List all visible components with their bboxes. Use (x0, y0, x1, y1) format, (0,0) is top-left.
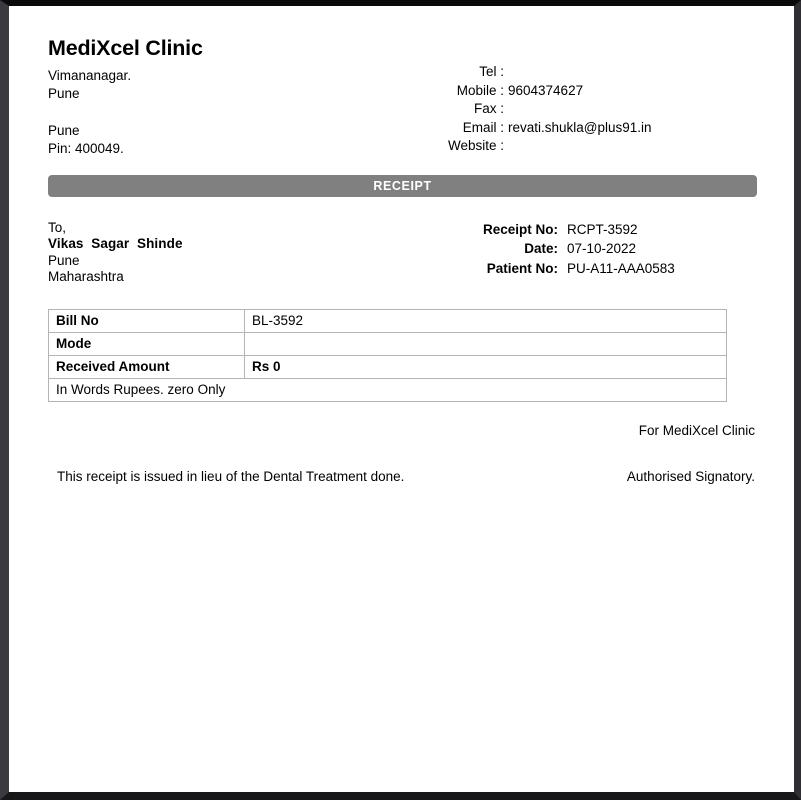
footer-note-row (48, 469, 757, 484)
receipt-banner-title: RECEIPT (373, 178, 432, 193)
contact-label-website: Website : (447, 138, 504, 153)
bill-to-block (48, 220, 458, 286)
contact-value-website (504, 137, 508, 156)
patient-state: Maharashtra (48, 269, 124, 285)
clinic-address-block (48, 36, 414, 159)
clinic-name: MediXcel Clinic (48, 36, 203, 60)
contact-row-tel (414, 63, 757, 82)
mode-value (245, 332, 727, 355)
contact-label-fax: Fax : (473, 101, 504, 116)
contact-value-email: revati.shukla@plus91.in (508, 119, 652, 135)
table-row (49, 309, 727, 332)
received-amount-value: Rs 0 (245, 355, 727, 378)
contact-row-email (414, 119, 757, 138)
clinic-address-pin: Pin: 400049. (48, 141, 124, 157)
for-clinic-label: For MediXcel Clinic (638, 422, 755, 438)
clinic-address-line-1: Vimananagar. (48, 67, 132, 83)
address-spacer (48, 104, 414, 122)
meta-value-receipt-no: RCPT-3592 (567, 221, 638, 237)
receipt-meta-block (458, 220, 757, 286)
meta-value-patient-no: PU-A11-AAA0583 (567, 260, 675, 276)
meta-value-date: 07-10-2022 (567, 241, 637, 257)
received-amount-label: Received Amount (49, 355, 245, 378)
patient-city: Pune (48, 252, 80, 268)
table-row (49, 378, 727, 401)
bill-no-label: Bill No (49, 309, 245, 332)
meta-row-patient-no (458, 259, 757, 279)
contact-value-fax (504, 100, 508, 119)
letterhead (48, 36, 757, 159)
meta-label-date: Date: (524, 241, 558, 257)
contact-value-tel (504, 63, 508, 82)
contact-row-fax (414, 100, 757, 119)
receipt-sheet (9, 6, 794, 792)
contact-row-mobile (414, 82, 757, 101)
bill-to-salutation: To, (48, 219, 67, 235)
contact-value-mobile: 9604374627 (508, 82, 584, 98)
mode-label: Mode (49, 332, 245, 355)
table-row (49, 332, 727, 355)
receipt-banner (48, 175, 757, 197)
receipt-disclaimer: This receipt is issued in lieu of the Dental Treatment done. (57, 468, 405, 484)
bill-details-table (48, 309, 727, 402)
contact-label-tel: Tel : (479, 64, 504, 79)
contact-label-email: Email : (462, 119, 504, 135)
table-row (49, 355, 727, 378)
amount-in-words: In Words Rupees. zero Only (49, 378, 727, 401)
meta-row-receipt-no (458, 220, 757, 240)
parties-section (48, 220, 757, 286)
clinic-address-line-2: Pune (48, 86, 80, 102)
patient-name: Vikas Sagar Shinde (48, 236, 183, 252)
clinic-contact-block (414, 36, 757, 156)
bill-no-value: BL-3592 (245, 309, 727, 332)
contact-label-mobile: Mobile : (456, 82, 504, 98)
meta-row-date (458, 239, 757, 259)
meta-label-patient-no: Patient No: (486, 260, 558, 276)
clinic-address-line-3: Pune (48, 122, 80, 138)
contact-row-website (414, 137, 757, 156)
meta-label-receipt-no: Receipt No: (482, 221, 558, 237)
authorised-signatory-label: Authorised Signatory. (626, 468, 755, 484)
